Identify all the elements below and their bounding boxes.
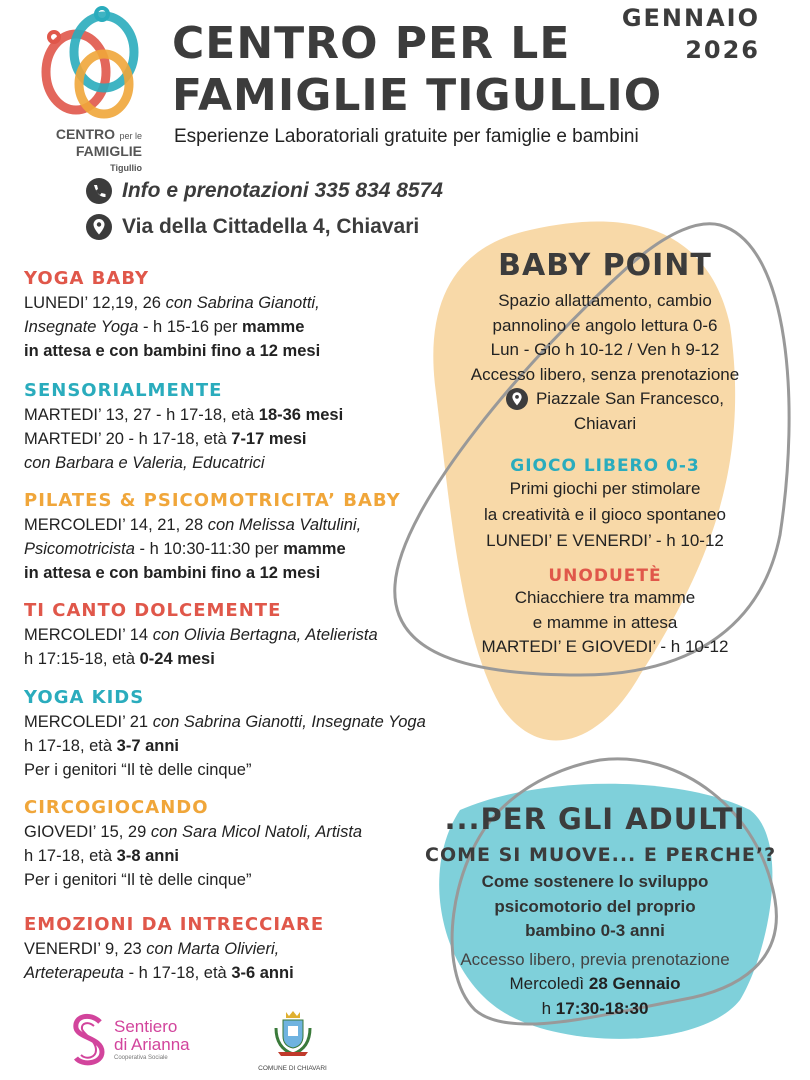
event-text: MARTEDI’ 13, 27 - h 17-18, età <box>24 406 259 424</box>
sponsor-name: di Arianna <box>114 1035 190 1054</box>
event-text: Per i genitori “Il tè delle cinque” <box>24 761 252 779</box>
comune-chiavari-logo <box>250 1008 335 1072</box>
baby-point-line: Accesso libero, senza prenotazione <box>470 364 740 384</box>
address-contact <box>86 214 419 240</box>
event-text: con Olivia Bertagna, Atelierista <box>152 626 378 644</box>
event-text: Per i genitori “Il tè delle cinque” <box>24 871 252 889</box>
page-title <box>172 18 662 122</box>
comune-text: COMUNE DI CHIAVARI <box>258 1065 327 1072</box>
baby-point-section <box>430 248 780 660</box>
baby-point-line: Lun - Gio h 10-12 / Ven h 9-12 <box>490 340 720 359</box>
time-prefix: h <box>541 998 556 1018</box>
title-line: FAMIGLIE TIGULLIO <box>172 70 663 121</box>
adults-section <box>425 802 777 1021</box>
event-text: in attesa e con bambini fino a 12 mesi <box>24 564 321 582</box>
gioco-line: la creatività e il gioco spontaneo <box>484 505 726 524</box>
event-title: YOGA KIDS <box>24 687 145 708</box>
event-text: in attesa e con bambini fino a 12 mesi <box>24 342 321 360</box>
event-title: TI CANTO DOLCEMENTE <box>24 600 282 621</box>
event-text: Insegnate Yoga <box>24 318 139 336</box>
event-text: - h 10:30-11:30 per <box>134 540 284 558</box>
event-text: MARTEDI’ 20 - h 17-18, età <box>24 430 232 448</box>
event-text: con Marta Olivieri, <box>146 940 280 958</box>
event-line <box>24 758 444 782</box>
event-text: 18-36 mesi <box>258 406 344 424</box>
logo-text: CENTRO <box>55 126 116 142</box>
event-line <box>24 291 444 315</box>
place-text: Chiavari <box>573 413 637 433</box>
event-line <box>24 937 444 961</box>
event-text: VENERDI’ 9, 23 <box>24 940 147 958</box>
date-value: 28 Gennaio <box>588 974 681 993</box>
event-line <box>24 451 444 475</box>
event-line <box>24 339 444 363</box>
event-line <box>24 820 444 844</box>
event-text: con Sara Micol Natoli, Artista <box>150 823 363 841</box>
event-item <box>24 600 444 671</box>
adults-desc: Come sostenere lo sviluppo <box>481 872 709 891</box>
month-year <box>622 2 760 66</box>
event-text: 3-6 anni <box>231 964 294 982</box>
unoduete-line: e mamme in attesa <box>532 612 678 632</box>
event-line <box>24 403 444 427</box>
date-prefix: Mercoledì <box>509 974 589 993</box>
event-text: - h 15-16 per <box>138 318 243 336</box>
event-line <box>24 623 444 647</box>
event-text: 3-8 anni <box>116 847 180 865</box>
map-pin-icon <box>506 388 528 410</box>
baby-point-title: BABY POINT <box>498 248 712 283</box>
time-value: 17:30-18:30 <box>555 998 649 1018</box>
event-line <box>24 710 444 734</box>
event-text: MERCOLEDI’ 21 <box>24 713 153 731</box>
map-pin-icon <box>86 214 112 240</box>
event-title: CIRCOGIOCANDO <box>24 797 209 818</box>
adults-subtitle: COME SI MUOVE... E PERCHE’? <box>425 844 777 866</box>
phone-text[interactable]: Info e prenotazioni 335 834 8574 <box>122 179 443 202</box>
event-text: h 17:15-18, età <box>24 650 140 668</box>
event-text: MERCOLEDI’ 14, 21, 28 <box>24 516 208 534</box>
event-title: YOGA BABY <box>24 268 150 289</box>
gioco-line: Primi giochi per stimolare <box>509 479 701 498</box>
sponsor-name: Sentiero <box>114 1017 178 1036</box>
event-text: mamme <box>283 540 346 558</box>
coat-of-arms-icon <box>268 1008 318 1060</box>
event-line <box>24 868 444 892</box>
event-item <box>24 268 444 363</box>
gioco-line: LUNEDI’ E VENERDI’ - h 10-12 <box>486 531 724 550</box>
event-text: 3-7 anni <box>116 737 180 755</box>
sentiero-logo-icon <box>70 1012 108 1068</box>
baby-point-place <box>450 387 780 412</box>
event-item <box>24 687 444 782</box>
adults-desc: bambino 0-3 anni <box>525 921 665 940</box>
unoduete-line: MARTEDI’ E GIOVEDI’ - h 10-12 <box>481 637 729 656</box>
event-line <box>24 315 444 339</box>
event-text: mamme <box>242 318 305 336</box>
adults-date <box>425 972 765 997</box>
event-text: 7-17 mesi <box>231 430 307 448</box>
event-line <box>24 961 444 985</box>
event-text: con Barbara e Valeria, Educatrici <box>24 454 265 472</box>
event-item <box>24 490 444 585</box>
event-text: con Melissa Valtulini, <box>207 516 362 534</box>
adults-access: Accesso libero, previa prenotazione <box>460 949 730 969</box>
logo-text: Tigullio <box>110 163 142 173</box>
sentiero-arianna-logo <box>70 1012 190 1068</box>
event-item <box>24 797 444 892</box>
year: 2026 <box>685 36 760 64</box>
event-line <box>24 427 444 451</box>
event-text: con Sabrina Gianotti, Insegnate Yoga <box>152 713 426 731</box>
event-line <box>24 734 444 758</box>
baby-point-line: Spazio allattamento, cambio <box>498 291 712 310</box>
place-text: Piazzale San Francesco, <box>535 389 725 408</box>
event-text: h 17-18, età <box>24 847 117 865</box>
event-line <box>24 844 444 868</box>
event-title: PILATES & PSICOMOTRICITA’ BABY <box>24 490 401 511</box>
unoduete-title: UNODUETÈ <box>548 566 662 586</box>
unoduete-line: Chiacchiere tra mamme <box>514 588 696 607</box>
logo-text: per le <box>119 131 142 141</box>
month: GENNAIO <box>621 4 760 32</box>
event-line <box>24 647 444 671</box>
title-line: CENTRO PER LE <box>172 18 571 69</box>
gioco-libero-title: GIOCO LIBERO 0-3 <box>510 456 700 476</box>
event-text: Psicomotricista <box>24 540 135 558</box>
event-line <box>24 513 444 537</box>
centro-famiglie-logo <box>24 2 154 173</box>
phone-icon <box>86 178 112 204</box>
event-item <box>24 380 444 475</box>
event-text: Arteterapeuta <box>24 964 124 982</box>
event-title: EMOZIONI DA INTRECCIARE <box>24 914 325 935</box>
subtitle: Esperienze Laboratoriali gratuite per famiglie e bambini <box>174 126 639 147</box>
event-title: SENSORIALMENTE <box>24 380 223 401</box>
event-line <box>24 537 444 561</box>
logo-text: FAMIGLIE <box>75 143 142 159</box>
logo-rings-icon <box>24 2 154 122</box>
event-text: MERCOLEDI’ 14 <box>24 626 153 644</box>
baby-point-line: pannolino e angolo lettura 0-6 <box>492 315 718 335</box>
event-text: LUNEDI’ 12,19, 26 <box>24 294 166 312</box>
event-text: GIOVEDI’ 15, 29 <box>24 823 151 841</box>
adults-title: ...PER GLI ADULTI <box>444 802 746 836</box>
event-text: h 17-18, età <box>24 737 117 755</box>
adults-time <box>425 997 765 1022</box>
phone-contact <box>86 178 443 204</box>
address-text: Via della Cittadella 4, Chiavari <box>122 215 420 238</box>
event-text: con Sabrina Gianotti, <box>165 294 320 312</box>
event-text: 0-24 mesi <box>139 650 215 668</box>
event-item <box>24 914 444 985</box>
event-line <box>24 561 444 585</box>
sponsor-sub: Cooperativa Sociale <box>114 1055 168 1061</box>
adults-desc: psicomotorio del proprio <box>494 896 696 916</box>
event-text: - h 17-18, età <box>123 964 232 982</box>
